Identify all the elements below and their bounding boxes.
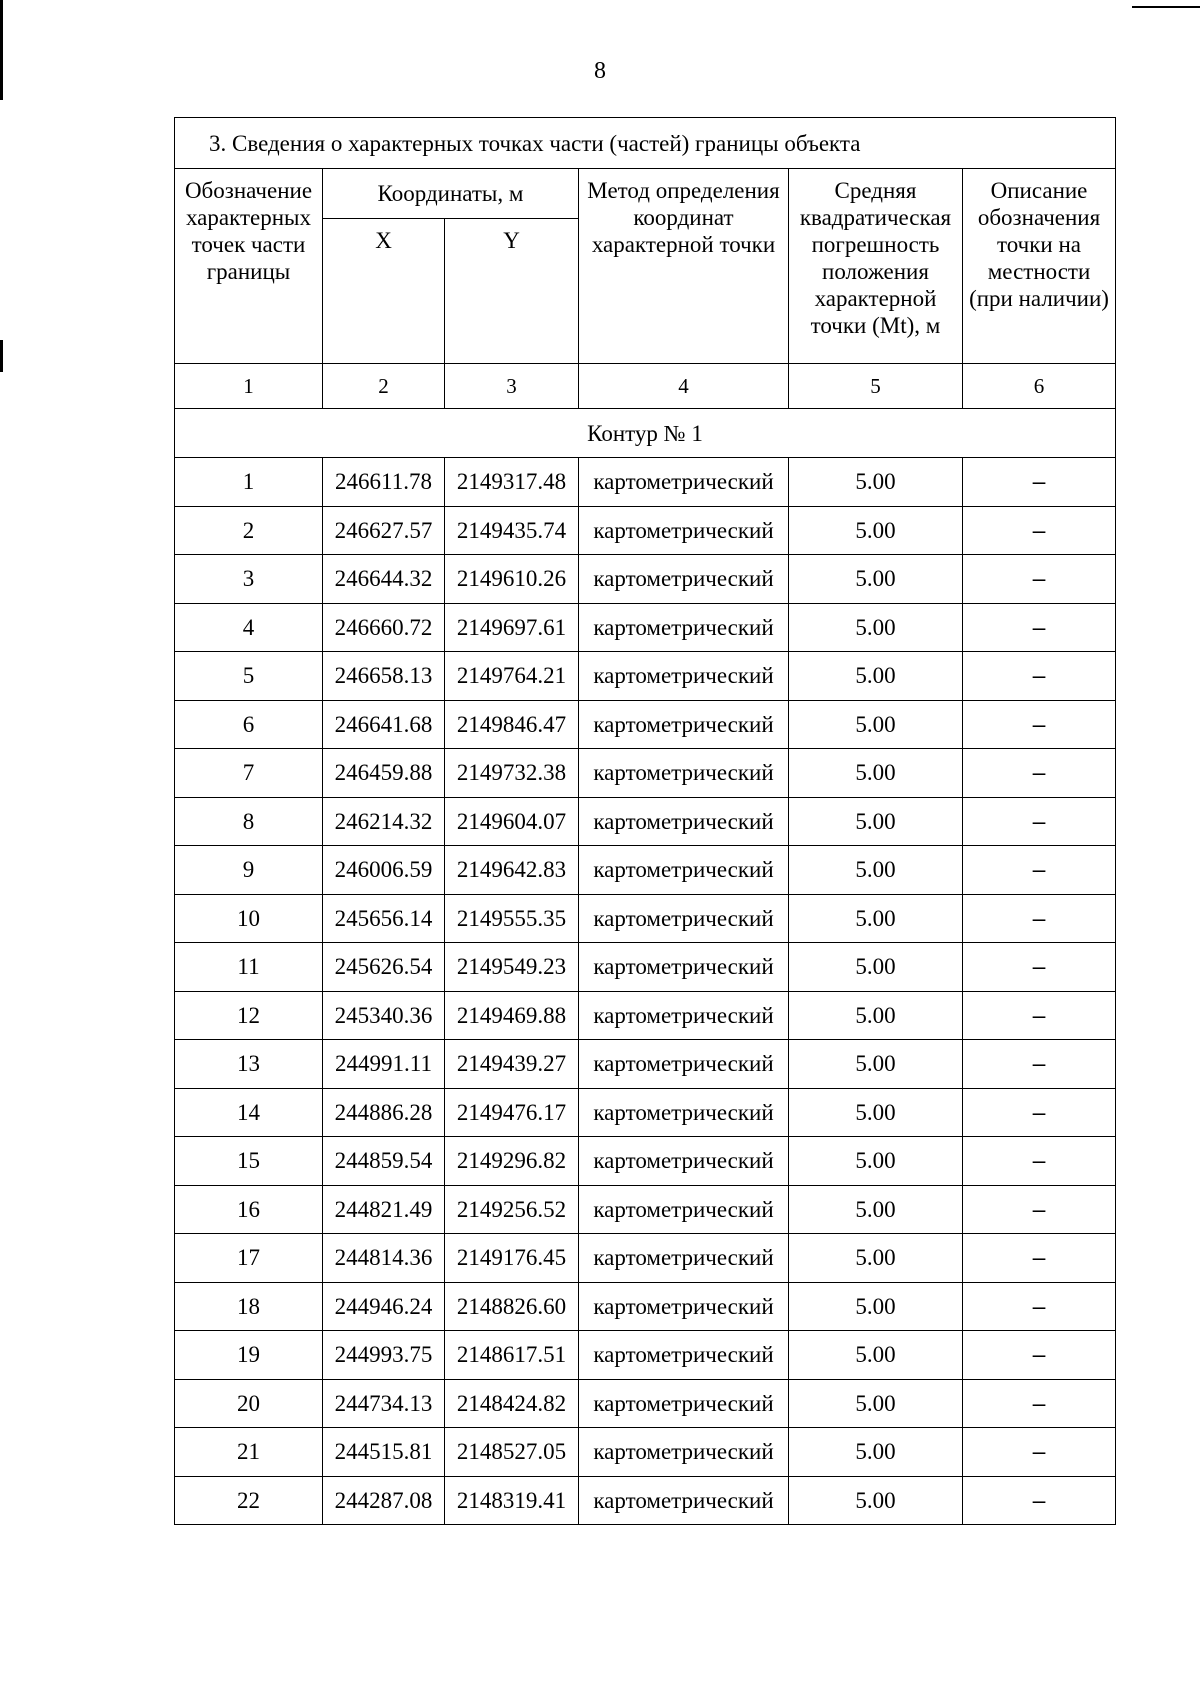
error-cell: 5.00 <box>789 1137 963 1186</box>
description-cell: – <box>963 1379 1116 1428</box>
point-number-cell: 16 <box>175 1185 323 1234</box>
table-row <box>175 1234 1116 1283</box>
point-number-cell: 18 <box>175 1282 323 1331</box>
point-number-cell: 21 <box>175 1428 323 1477</box>
error-cell: 5.00 <box>789 1331 963 1380</box>
column-number: 2 <box>323 364 445 409</box>
method-cell: картометрический <box>579 894 789 943</box>
x-coordinate-cell: 245626.54 <box>323 943 445 992</box>
y-coordinate-cell: 2149642.83 <box>445 846 579 895</box>
method-cell: картометрический <box>579 506 789 555</box>
description-cell: – <box>963 506 1116 555</box>
description-cell: – <box>963 1282 1116 1331</box>
y-coordinate-cell: 2149610.26 <box>445 555 579 604</box>
table-row <box>175 1282 1116 1331</box>
scan-edge-line-top-right <box>1132 6 1200 8</box>
point-number-cell: 19 <box>175 1331 323 1380</box>
table-row <box>175 1137 1116 1186</box>
table-row <box>175 1379 1116 1428</box>
point-number-cell: 12 <box>175 991 323 1040</box>
error-cell: 5.00 <box>789 797 963 846</box>
description-cell: – <box>963 894 1116 943</box>
description-cell: – <box>963 1428 1116 1477</box>
x-coordinate-cell: 244287.08 <box>323 1476 445 1525</box>
x-coordinate-cell: 246641.68 <box>323 700 445 749</box>
column-number: 4 <box>579 364 789 409</box>
y-coordinate-cell: 2149697.61 <box>445 603 579 652</box>
boundary-points-table <box>174 117 1116 1525</box>
x-coordinate-cell: 244886.28 <box>323 1088 445 1137</box>
error-cell: 5.00 <box>789 991 963 1040</box>
method-cell: картометрический <box>579 1137 789 1186</box>
x-coordinate-cell: 244946.24 <box>323 1282 445 1331</box>
y-coordinate-cell: 2148319.41 <box>445 1476 579 1525</box>
table-row <box>175 603 1116 652</box>
y-coordinate-cell: 2149549.23 <box>445 943 579 992</box>
point-number-cell: 3 <box>175 555 323 604</box>
y-coordinate-cell: 2149439.27 <box>445 1040 579 1089</box>
y-coordinate-cell: 2149317.48 <box>445 458 579 507</box>
table-row <box>175 458 1116 507</box>
y-coordinate-cell: 2149604.07 <box>445 797 579 846</box>
point-number-cell: 7 <box>175 749 323 798</box>
description-cell: – <box>963 1234 1116 1283</box>
table-row <box>175 1040 1116 1089</box>
y-coordinate-cell: 2149555.35 <box>445 894 579 943</box>
method-cell: картометрический <box>579 1428 789 1477</box>
point-number-cell: 8 <box>175 797 323 846</box>
error-cell: 5.00 <box>789 894 963 943</box>
y-coordinate-cell: 2149764.21 <box>445 652 579 701</box>
point-number-cell: 5 <box>175 652 323 701</box>
description-cell: – <box>963 797 1116 846</box>
table-row <box>175 506 1116 555</box>
x-coordinate-cell: 245656.14 <box>323 894 445 943</box>
error-cell: 5.00 <box>789 555 963 604</box>
error-cell: 5.00 <box>789 1428 963 1477</box>
error-cell: 5.00 <box>789 652 963 701</box>
point-number-cell: 6 <box>175 700 323 749</box>
description-cell: – <box>963 603 1116 652</box>
x-coordinate-cell: 246006.59 <box>323 846 445 895</box>
point-number-cell: 14 <box>175 1088 323 1137</box>
header-method: Метод определения координат характерной точки <box>579 169 789 364</box>
method-cell: картометрический <box>579 1088 789 1137</box>
point-number-cell: 2 <box>175 506 323 555</box>
section-title: 3. Сведения о характерных точках части (частей) границы объекта <box>175 118 1116 169</box>
error-cell: 5.00 <box>789 1088 963 1137</box>
description-cell: – <box>963 458 1116 507</box>
x-coordinate-cell: 244515.81 <box>323 1428 445 1477</box>
column-number: 1 <box>175 364 323 409</box>
method-cell: картометрический <box>579 1282 789 1331</box>
y-coordinate-cell: 2149476.17 <box>445 1088 579 1137</box>
error-cell: 5.00 <box>789 1476 963 1525</box>
header-designation: Обозначение характерных точек части границы <box>175 169 323 364</box>
table-body <box>175 118 1116 1525</box>
error-cell: 5.00 <box>789 700 963 749</box>
error-cell: 5.00 <box>789 749 963 798</box>
column-numbers-row <box>175 364 1116 409</box>
description-cell: – <box>963 1088 1116 1137</box>
error-cell: 5.00 <box>789 506 963 555</box>
description-cell: – <box>963 749 1116 798</box>
point-number-cell: 1 <box>175 458 323 507</box>
error-cell: 5.00 <box>789 1234 963 1283</box>
table-row <box>175 1476 1116 1525</box>
description-cell: – <box>963 846 1116 895</box>
table-row <box>175 700 1116 749</box>
method-cell: картометрический <box>579 555 789 604</box>
y-coordinate-cell: 2148527.05 <box>445 1428 579 1477</box>
method-cell: картометрический <box>579 652 789 701</box>
description-cell: – <box>963 1331 1116 1380</box>
x-coordinate-cell: 244821.49 <box>323 1185 445 1234</box>
method-cell: картометрический <box>579 991 789 1040</box>
table-row <box>175 555 1116 604</box>
y-coordinate-cell: 2149435.74 <box>445 506 579 555</box>
x-coordinate-cell: 244991.11 <box>323 1040 445 1089</box>
header-row-1 <box>175 169 1116 219</box>
table-row <box>175 1331 1116 1380</box>
error-cell: 5.00 <box>789 1040 963 1089</box>
description-cell: – <box>963 1040 1116 1089</box>
section-title-row <box>175 118 1116 169</box>
method-cell: картометрический <box>579 1040 789 1089</box>
table-row <box>175 894 1116 943</box>
error-cell: 5.00 <box>789 458 963 507</box>
x-coordinate-cell: 244993.75 <box>323 1331 445 1380</box>
y-coordinate-cell: 2148826.60 <box>445 1282 579 1331</box>
y-coordinate-cell: 2149732.38 <box>445 749 579 798</box>
x-coordinate-cell: 246644.32 <box>323 555 445 604</box>
y-coordinate-cell: 2149846.47 <box>445 700 579 749</box>
header-x: X <box>323 219 445 364</box>
method-cell: картометрический <box>579 1379 789 1428</box>
error-cell: 5.00 <box>789 943 963 992</box>
description-cell: – <box>963 652 1116 701</box>
x-coordinate-cell: 246660.72 <box>323 603 445 652</box>
error-cell: 5.00 <box>789 1282 963 1331</box>
x-coordinate-cell: 244814.36 <box>323 1234 445 1283</box>
point-number-cell: 9 <box>175 846 323 895</box>
description-cell: – <box>963 700 1116 749</box>
error-cell: 5.00 <box>789 603 963 652</box>
point-number-cell: 10 <box>175 894 323 943</box>
description-cell: – <box>963 1185 1116 1234</box>
x-coordinate-cell: 245340.36 <box>323 991 445 1040</box>
method-cell: картометрический <box>579 700 789 749</box>
column-number: 3 <box>445 364 579 409</box>
method-cell: картометрический <box>579 603 789 652</box>
x-coordinate-cell: 246214.32 <box>323 797 445 846</box>
column-number: 6 <box>963 364 1116 409</box>
point-number-cell: 11 <box>175 943 323 992</box>
error-cell: 5.00 <box>789 846 963 895</box>
method-cell: картометрический <box>579 797 789 846</box>
description-cell: – <box>963 943 1116 992</box>
table-row <box>175 991 1116 1040</box>
method-cell: картометрический <box>579 1234 789 1283</box>
y-coordinate-cell: 2149296.82 <box>445 1137 579 1186</box>
error-cell: 5.00 <box>789 1185 963 1234</box>
x-coordinate-cell: 246459.88 <box>323 749 445 798</box>
table-row <box>175 652 1116 701</box>
y-coordinate-cell: 2149469.88 <box>445 991 579 1040</box>
table-row <box>175 943 1116 992</box>
x-coordinate-cell: 246611.78 <box>323 458 445 507</box>
point-number-cell: 20 <box>175 1379 323 1428</box>
x-coordinate-cell: 246658.13 <box>323 652 445 701</box>
scan-edge-mark-top <box>0 0 3 100</box>
point-number-cell: 15 <box>175 1137 323 1186</box>
error-cell: 5.00 <box>789 1379 963 1428</box>
contour-label: Контур № 1 <box>175 409 1116 458</box>
method-cell: картометрический <box>579 1476 789 1525</box>
x-coordinate-cell: 244859.54 <box>323 1137 445 1186</box>
y-coordinate-cell: 2149256.52 <box>445 1185 579 1234</box>
point-number-cell: 22 <box>175 1476 323 1525</box>
header-description: Описание обозначения точки на местности (при наличии) <box>963 169 1116 364</box>
scan-edge-mark-middle <box>0 340 3 372</box>
description-cell: – <box>963 555 1116 604</box>
x-coordinate-cell: 244734.13 <box>323 1379 445 1428</box>
header-y: Y <box>445 219 579 364</box>
method-cell: картометрический <box>579 1331 789 1380</box>
description-cell: – <box>963 991 1116 1040</box>
description-cell: – <box>963 1137 1116 1186</box>
column-number: 5 <box>789 364 963 409</box>
description-cell: – <box>963 1476 1116 1525</box>
method-cell: картометрический <box>579 846 789 895</box>
x-coordinate-cell: 246627.57 <box>323 506 445 555</box>
table-row <box>175 797 1116 846</box>
table-row <box>175 1088 1116 1137</box>
method-cell: картометрический <box>579 1185 789 1234</box>
header-error: Средняя квадратическая погрешность положения характерной точки (Mt), м <box>789 169 963 364</box>
header-coordinates: Координаты, м <box>323 169 579 219</box>
method-cell: картометрический <box>579 749 789 798</box>
point-number-cell: 17 <box>175 1234 323 1283</box>
table-row <box>175 1428 1116 1477</box>
y-coordinate-cell: 2148617.51 <box>445 1331 579 1380</box>
table-row <box>175 749 1116 798</box>
table-row <box>175 1185 1116 1234</box>
page-number: 8 <box>594 58 606 84</box>
table-row <box>175 846 1116 895</box>
method-cell: картометрический <box>579 458 789 507</box>
point-number-cell: 13 <box>175 1040 323 1089</box>
method-cell: картометрический <box>579 943 789 992</box>
y-coordinate-cell: 2148424.82 <box>445 1379 579 1428</box>
contour-row <box>175 409 1116 458</box>
point-number-cell: 4 <box>175 603 323 652</box>
y-coordinate-cell: 2149176.45 <box>445 1234 579 1283</box>
